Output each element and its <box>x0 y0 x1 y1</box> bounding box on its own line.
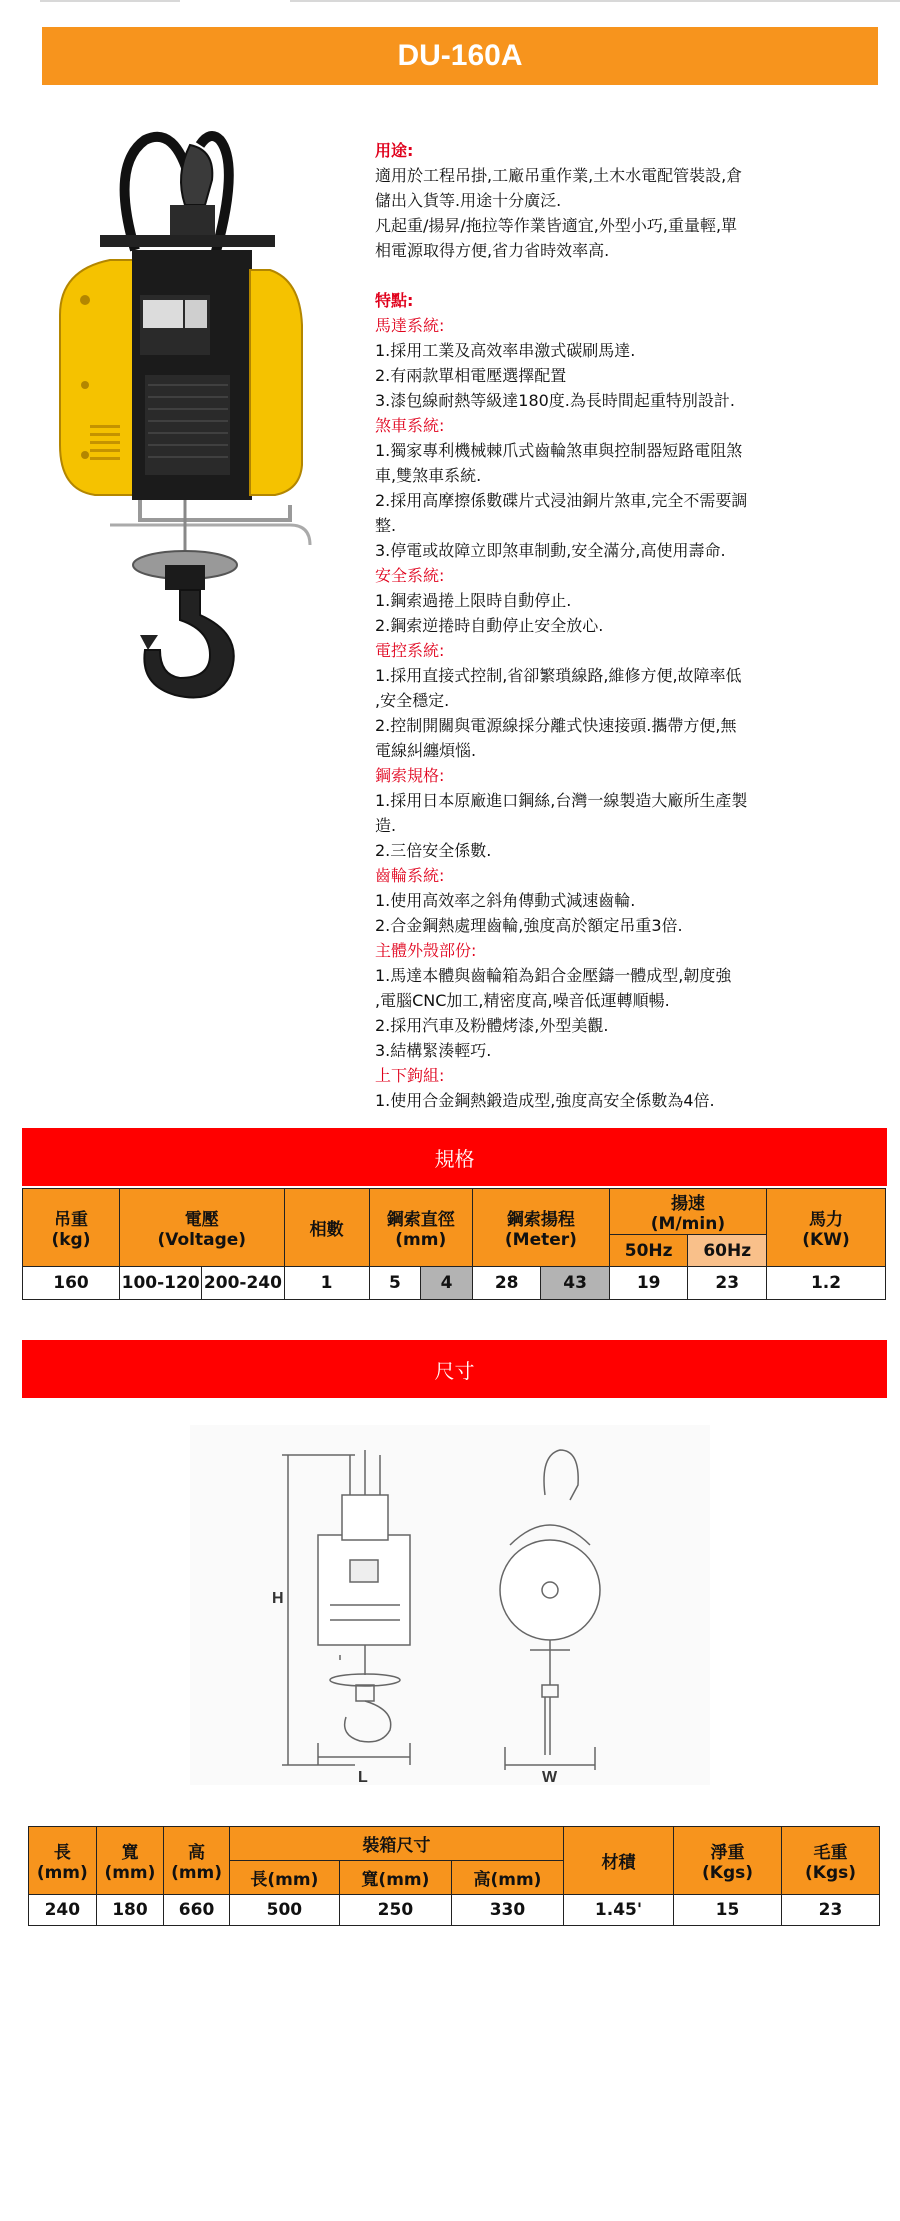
top-rule <box>40 0 180 2</box>
value-volume: 1.45' <box>563 1895 673 1926</box>
header-rope-diameter: 鋼索直徑 (mm) <box>369 1189 472 1267</box>
feature-line: 2.採用汽車及粉體烤漆,外型美觀. <box>375 1016 609 1035</box>
value-pack-height: 330 <box>451 1895 563 1926</box>
description-block <box>375 138 805 1113</box>
header-gross-weight: 毛重 (Kgs) <box>782 1827 880 1895</box>
value-speed-60hz: 23 <box>688 1267 767 1300</box>
usage-line: 相電源取得方便,省力省時效率高. <box>375 241 610 260</box>
value-length: 240 <box>29 1895 97 1926</box>
feature-line: 2.有兩款單相電壓選擇配置 <box>375 366 567 385</box>
feature-line: 3.停電或故障立即煞車制動,安全滿分,高使用壽命. <box>375 541 726 560</box>
label-l: L <box>358 1769 368 1785</box>
value-width: 180 <box>96 1895 164 1926</box>
value-lift-1: 28 <box>472 1267 540 1300</box>
feature-line: 1.採用日本原廠進口鋼絲,台灣一線製造大廠所生產製 <box>375 791 748 810</box>
value-net-weight: 15 <box>674 1895 782 1926</box>
feature-section-title: 主體外殼部份: <box>375 941 477 960</box>
page-title-bar <box>42 27 878 85</box>
feature-line: 2.控制開關與電源線採分離式快速接頭.攜帶方便,無 <box>375 716 737 735</box>
usage-line: 適用於工程吊掛,工廠吊重作業,土木水電配管裝設,倉 <box>375 166 743 185</box>
top-rule <box>290 0 900 2</box>
dimension-drawing <box>190 1425 710 1785</box>
value-voltage-1: 100-120 <box>120 1267 202 1300</box>
value-power: 1.2 <box>767 1267 886 1300</box>
feature-line: 1.馬達本體與齒輪箱為鋁合金壓鑄一體成型,韌度強 <box>375 966 732 985</box>
spec-title-bar <box>22 1128 887 1186</box>
feature-line: 1.鋼索過捲上限時自動停止. <box>375 591 572 610</box>
feature-section-title: 安全系統: <box>375 566 445 585</box>
feature-line: 電線糾纏煩惱. <box>375 741 477 760</box>
header-net-weight: 淨重 (Kgs) <box>674 1827 782 1895</box>
feature-line: 整. <box>375 516 397 535</box>
dimensions-title: 尺寸 <box>434 1358 475 1383</box>
value-speed-50hz: 19 <box>609 1267 688 1300</box>
label-h: H <box>272 1590 284 1607</box>
spec-title: 規格 <box>434 1146 475 1171</box>
feature-section-title: 上下鉤組: <box>375 1066 445 1085</box>
features-heading: 特點: <box>375 291 414 310</box>
feature-line: 3.結構緊湊輕巧. <box>375 1041 492 1060</box>
value-gross-weight: 23 <box>782 1895 880 1926</box>
label-w: W <box>542 1769 558 1785</box>
value-pack-length: 500 <box>229 1895 339 1926</box>
value-lift-2: 43 <box>541 1267 609 1300</box>
feature-line: 2.採用高摩擦係數碟片式浸油銅片煞車,完全不需要調 <box>375 491 748 510</box>
usage-line: 儲出入貨等.用途十分廣泛. <box>375 191 562 210</box>
value-diameter-1: 5 <box>369 1267 421 1300</box>
hoist-product-image <box>40 125 330 705</box>
header-height: 高 (mm) <box>164 1827 230 1895</box>
feature-line: 3.漆包線耐熱等級達180度.為長時間起重特別設計. <box>375 391 735 410</box>
header-volume: 材積 <box>563 1827 673 1895</box>
feature-section-title: 煞車系統: <box>375 416 445 435</box>
header-phase: 相數 <box>284 1189 369 1267</box>
header-pack-length: 長(mm) <box>229 1861 339 1895</box>
header-load: 吊重 (kg) <box>23 1189 120 1267</box>
feature-line: 1.採用直接式控制,省卻繁瑣線路,維修方便,故障率低 <box>375 666 742 685</box>
header-voltage: 電壓 (Voltage) <box>120 1189 285 1267</box>
value-pack-width: 250 <box>339 1895 451 1926</box>
feature-line: 1.採用工業及高效率串激式碳刷馬達. <box>375 341 636 360</box>
header-lift-height: 鋼索揚程 (Meter) <box>472 1189 609 1267</box>
feature-section-title: 馬達系統: <box>375 316 445 335</box>
feature-line: 2.三倍安全係數. <box>375 841 492 860</box>
value-phase: 1 <box>284 1267 369 1300</box>
usage-line: 凡起重/揚昇/拖拉等作業皆適宜,外型小巧,重量輕,單 <box>375 216 738 235</box>
value-diameter-2: 4 <box>421 1267 473 1300</box>
value-voltage-2: 200-240 <box>202 1267 284 1300</box>
header-50hz: 50Hz <box>609 1235 688 1267</box>
spec-table <box>22 1188 886 1300</box>
feature-line: ,電腦CNC加工,精密度高,噪音低運轉順暢. <box>375 991 670 1010</box>
feature-line: 造. <box>375 816 397 835</box>
packing-table <box>28 1826 880 1926</box>
feature-line: 1.獨家專利機械棘爪式齒輪煞車與控制器短路電阻煞 <box>375 441 743 460</box>
feature-section-title: 鋼索規格: <box>375 766 445 785</box>
header-speed: 揚速 (M/min) <box>609 1189 766 1235</box>
feature-line: 2.鋼索逆捲時自動停止安全放心. <box>375 616 604 635</box>
feature-section-title: 齒輪系統: <box>375 866 445 885</box>
value-load: 160 <box>23 1267 120 1300</box>
page-title: DU-160A <box>397 39 523 72</box>
header-pack-height: 高(mm) <box>451 1861 563 1895</box>
feature-line: 1.使用合金鋼熱鍛造成型,強度高安全係數為4倍. <box>375 1091 715 1110</box>
feature-line: ,安全穩定. <box>375 691 450 710</box>
feature-section-title: 電控系統: <box>375 641 445 660</box>
feature-line: 1.使用高效率之斜角傳動式減速齒輪. <box>375 891 636 910</box>
header-pack-width: 寬(mm) <box>339 1861 451 1895</box>
header-width: 寬 (mm) <box>96 1827 164 1895</box>
feature-line: 車,雙煞車系統. <box>375 466 482 485</box>
usage-heading: 用途: <box>375 141 414 160</box>
value-height: 660 <box>164 1895 230 1926</box>
header-length: 長 (mm) <box>29 1827 97 1895</box>
feature-line: 2.合金鋼熱處理齒輪,強度高於額定吊重3倍. <box>375 916 683 935</box>
header-power: 馬力 (KW) <box>767 1189 886 1267</box>
header-packing-size: 裝箱尺寸 <box>229 1827 563 1861</box>
header-60hz: 60Hz <box>688 1235 767 1267</box>
dimensions-title-bar <box>22 1340 887 1398</box>
